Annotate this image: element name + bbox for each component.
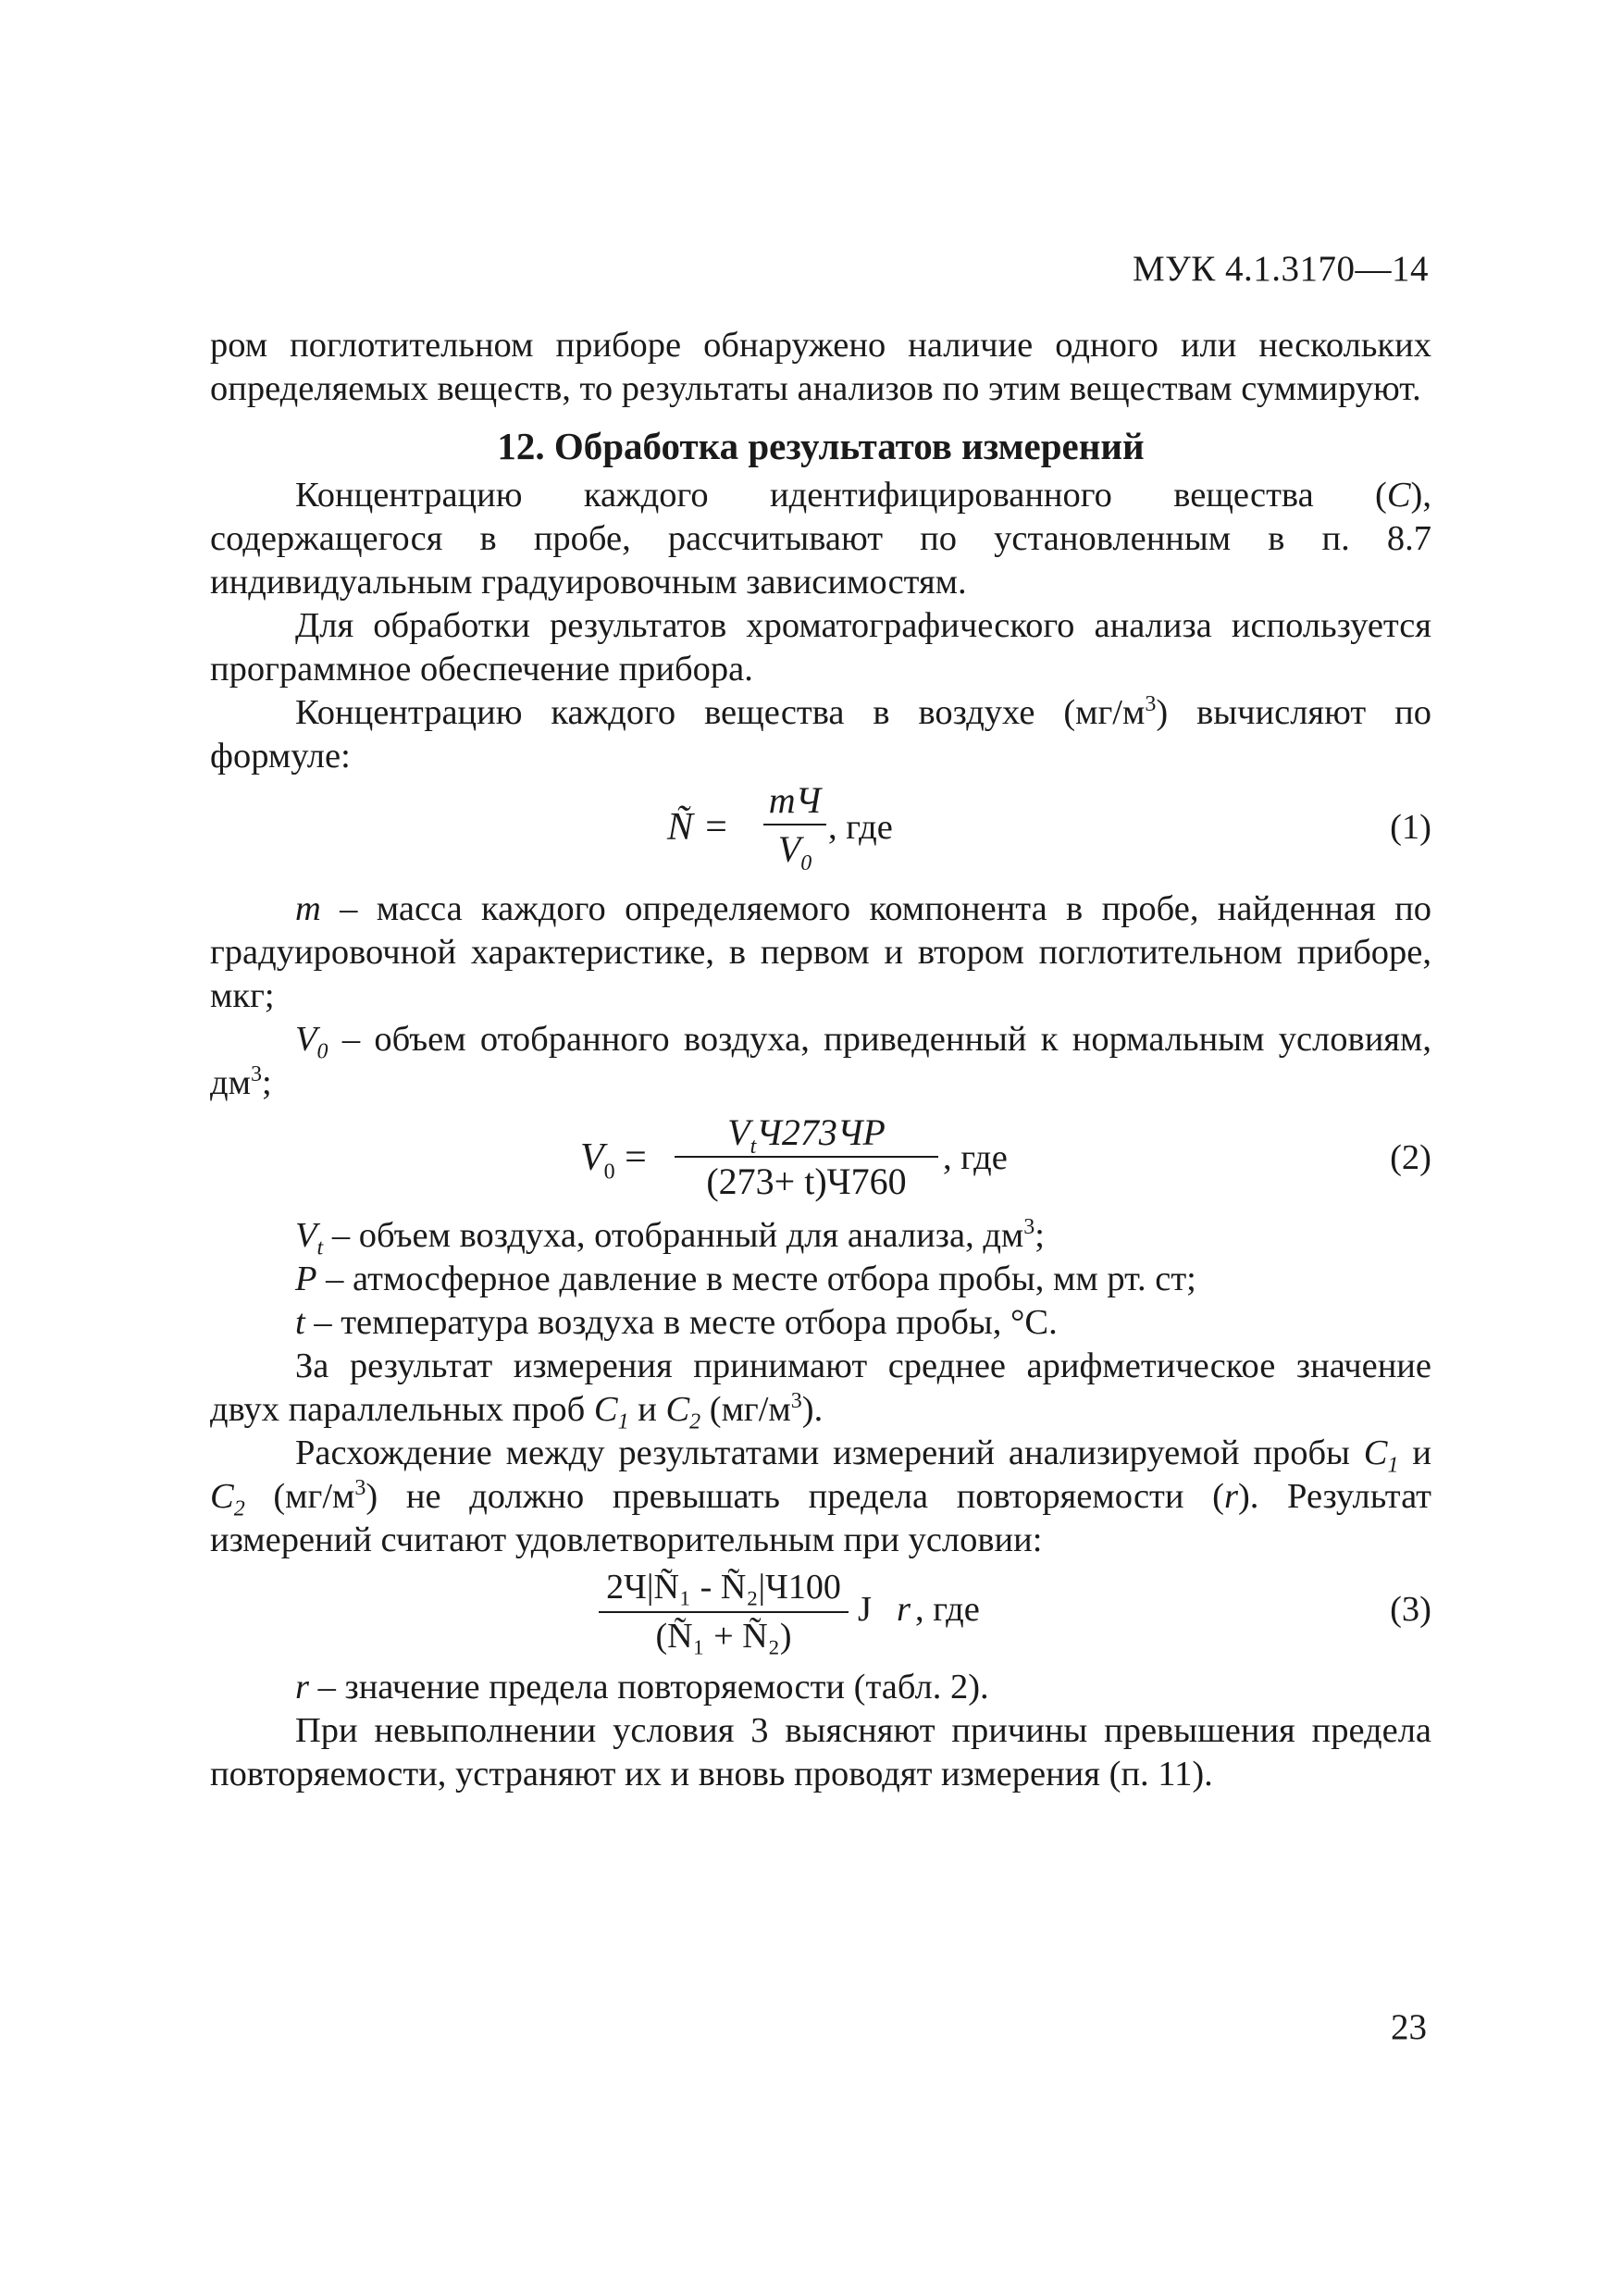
- document-code: МУК 4.1.3170—14: [1132, 249, 1429, 289]
- definition-m: m – масса каждого определяемого компонента в пробе, найденная по градуировочной характеристике, в первом и втором поглотительном приборе, мкг;: [210, 889, 1431, 1015]
- paragraph-final: При невыполнении условия 3 выясняют причины превышения предела повторяемости, устраняют их и вновь проводят измерения (п. 11).: [210, 1711, 1431, 1793]
- var-c: C: [1386, 476, 1411, 515]
- paragraph-formula-intro: Концентрацию каждого вещества в воздухе $(мг/м^3)$ вычисляют по формуле:: [210, 692, 1431, 776]
- page-content: [210, 324, 1431, 1796]
- definition-t: t – температура воздуха в месте отбора пробы, °С.: [295, 1303, 1058, 1342]
- formula-3-suffix: , где: [915, 1590, 980, 1629]
- formula-3-r: r: [897, 1590, 911, 1629]
- formula-1-fraction: [763, 778, 826, 875]
- formula-1-lhs: Ñ =: [667, 806, 729, 849]
- section-title: 12. Обработка результатов измерений: [497, 425, 1145, 467]
- fraction-bar: [675, 1156, 938, 1158]
- fraction-bar: [763, 824, 826, 825]
- fraction-bar: [599, 1611, 849, 1613]
- formula-3-denominator: (Ñ₁ + Ñ₂): [655, 1617, 792, 1656]
- intro-paragraph: ром поглотительном приборе обнаружено наличие одного или нескольких определяемых веществ, то результаты анализов по этим веществам суммируют.: [210, 326, 1431, 408]
- formula-2-number: (2): [1390, 1138, 1431, 1177]
- formula-3: [210, 1562, 1431, 1666]
- formula-2-suffix: , где: [943, 1138, 1008, 1177]
- paragraph-concentration: Концентрацию каждого идентифицированного вещества (C), содержащегося в пробе, рассчитывают по установленным в п. 8.7 индивидуальным градуировочным зависимостям.: [210, 476, 1431, 602]
- definition-v0: $V_0$ – объем отобранного воздуха, приведенный к нормальным условиям, $дм^3$;: [210, 1020, 1431, 1102]
- formula-3-relation: J: [858, 1590, 872, 1629]
- formula-1-numerator: mЧ: [768, 779, 822, 821]
- formula-1-number: (1): [1390, 808, 1431, 847]
- formula-1-suffix: , где: [828, 808, 893, 847]
- definition-vt: $V_t$ – объем воздуха, отобранный для анализа, $дм^3$;: [295, 1215, 1045, 1260]
- paragraph-divergence: Расхождение между результатами измерений анализируемой пробы $C_1$ и $C_2$ $(мг/м^3)$ не должно превышать предела повторяемости (r). Результат измерений считают удовлетворительным при условии:: [210, 1433, 1431, 1559]
- definition-r: r – значение предела повторяемости (табл. 2).: [295, 1668, 989, 1706]
- definition-p: P – атмосферное давление в месте отбора пробы, мм рт. ст;: [295, 1260, 1196, 1298]
- paragraph-result: За результат измерения принимают среднее арифметическое значение двух параллельных проб $C_1$ и $C_2$ $(мг/м^3)$.: [210, 1347, 1431, 1434]
- paragraph-software: Для обработки результатов хроматографического анализа используется программное обеспечение прибора.: [210, 606, 1431, 689]
- formula-2-denominator: (273+ t)Ч760: [706, 1160, 907, 1202]
- formula-1: [210, 778, 1431, 887]
- formula-3-fraction: [599, 1566, 849, 1658]
- formula-3-number: (3): [1390, 1590, 1431, 1629]
- formula-2-lhs: $V_0$ =: [580, 1136, 647, 1185]
- formula-2-fraction: [675, 1111, 938, 1203]
- formula-2: [210, 1105, 1431, 1214]
- formula-2-numerator: $V_tЧ273ЧP$: [727, 1111, 886, 1159]
- page-number: 23: [1391, 2007, 1427, 2047]
- formula-3-numerator: 2Ч|Ñ₁ - Ñ₂|Ч100: [606, 1568, 841, 1607]
- formula-1-denominator: $V_0$: [777, 828, 812, 875]
